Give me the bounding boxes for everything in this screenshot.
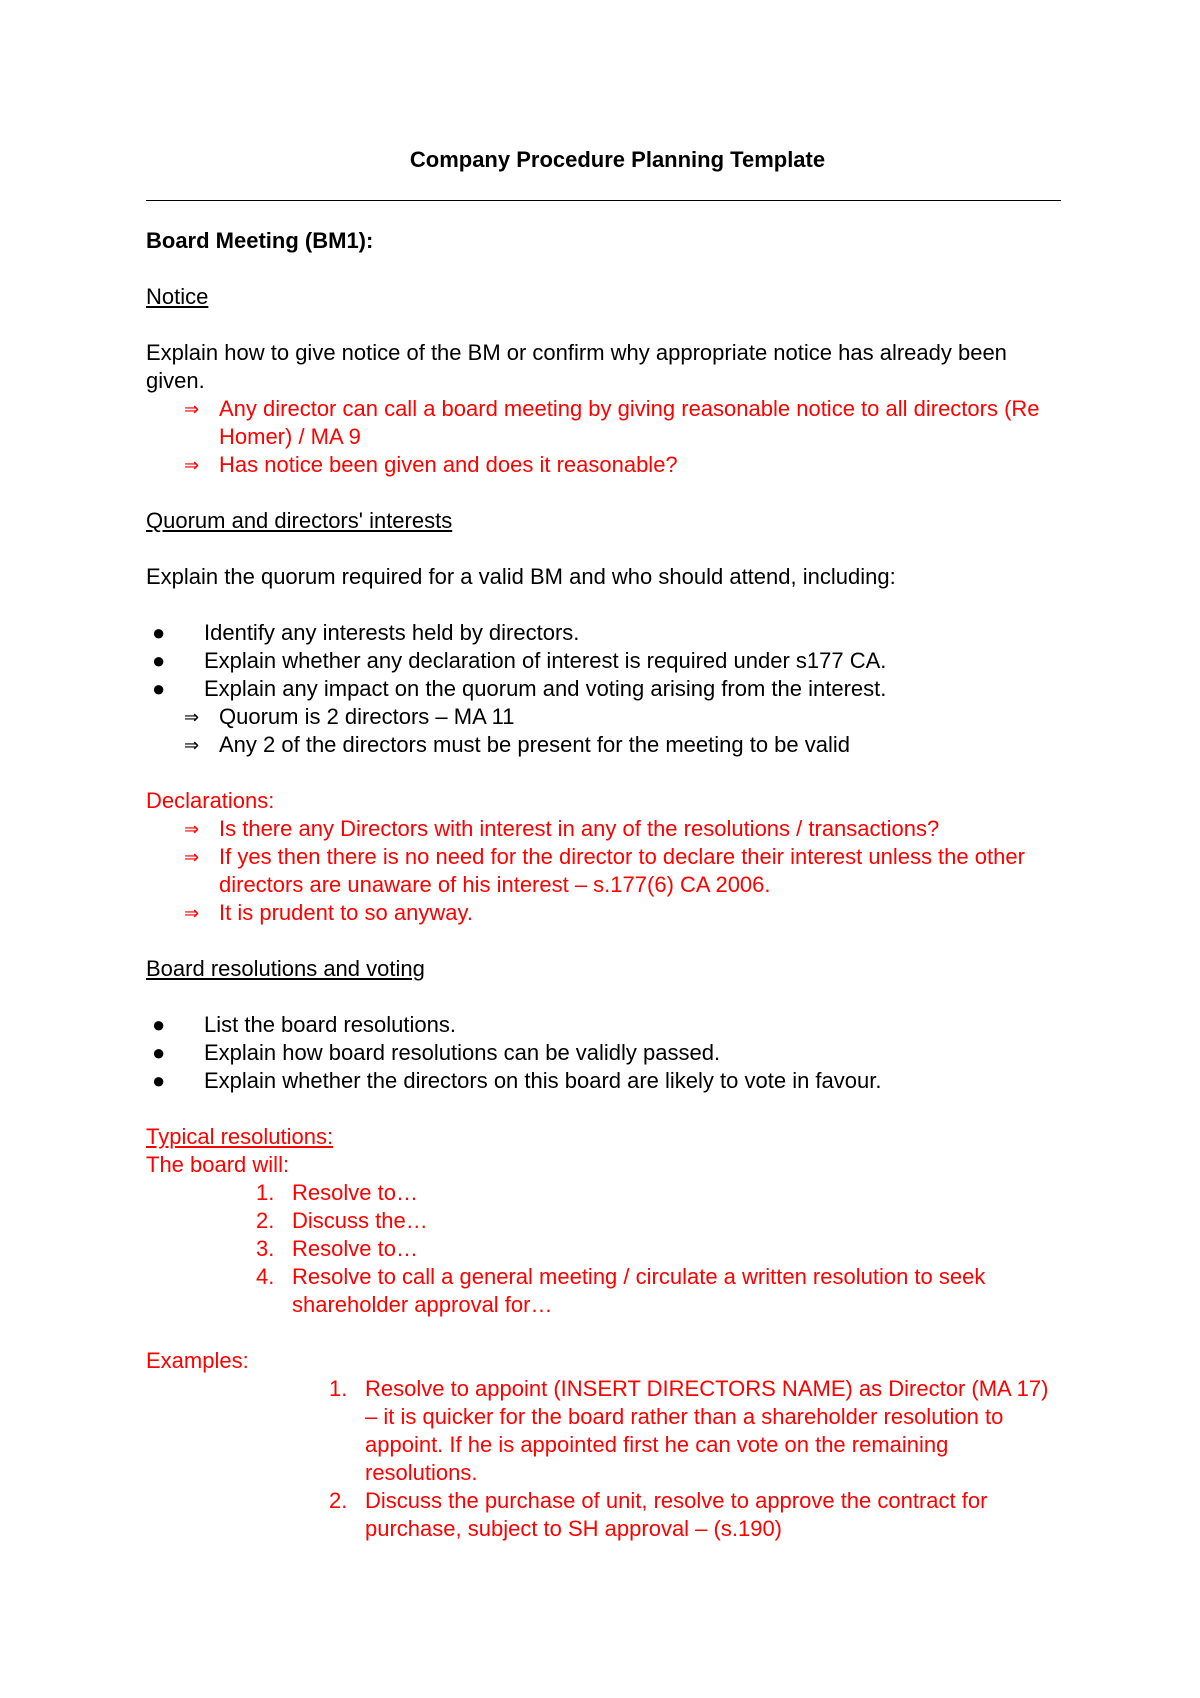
typical-resolutions-heading: Typical resolutions: bbox=[146, 1124, 334, 1149]
list-item-text: Resolve to appoint (INSERT DIRECTORS NAME) as Director (MA 17) – it is quicker for the board rather than a shareholder resolution to appoint. If he is appointed first he can vote on the remaining resolutions. bbox=[365, 1376, 1049, 1485]
list-item-text: Resolve to… bbox=[292, 1236, 418, 1261]
notice-arrow-text: Any director can call a board meeting by giving reasonable notice to all directors (Re Homer) / MA 9 bbox=[219, 396, 1040, 449]
quorum-bullet-item bbox=[146, 675, 1061, 703]
list-number: 2. bbox=[256, 1208, 275, 1233]
list-item bbox=[146, 1235, 1061, 1263]
bullet-icon: ● bbox=[152, 1012, 166, 1037]
board-resolutions-bullet-item bbox=[146, 1011, 1061, 1039]
bullet-icon: ● bbox=[152, 620, 166, 645]
quorum-bullet-text: Explain any impact on the quorum and voting arising from the interest. bbox=[204, 676, 887, 701]
list-item-text: Discuss the purchase of unit, resolve to approve the contract for purchase, subject to SH approval – (s.190) bbox=[365, 1488, 988, 1541]
page-title: Company Procedure Planning Template bbox=[409, 147, 826, 172]
bullet-icon: ● bbox=[152, 1068, 166, 1093]
list-number: 2. bbox=[329, 1488, 348, 1513]
arrow-icon: ⇒ bbox=[184, 707, 200, 727]
arrow-icon: ⇒ bbox=[184, 399, 200, 419]
arrow-icon: ⇒ bbox=[184, 455, 200, 475]
notice-arrow-item bbox=[146, 451, 1061, 479]
declarations-heading: Declarations: bbox=[146, 788, 275, 813]
board-resolutions-bullet-item bbox=[146, 1039, 1061, 1067]
declarations-arrow-item bbox=[146, 815, 1061, 843]
arrow-icon: ⇒ bbox=[184, 819, 200, 839]
declarations-arrow-text: It is prudent to so anyway. bbox=[219, 900, 473, 925]
declarations-arrow-text: Is there any Directors with interest in any of the resolutions / transactions? bbox=[219, 816, 940, 841]
arrow-icon: ⇒ bbox=[184, 735, 200, 755]
quorum-heading: Quorum and directors' interests bbox=[146, 508, 453, 533]
notice-intro: Explain how to give notice of the BM or confirm why appropriate notice has already been given. bbox=[146, 340, 1007, 393]
list-number: 4. bbox=[256, 1264, 275, 1289]
list-number: 1. bbox=[329, 1376, 348, 1401]
quorum-bullet-text: Identify any interests held by directors. bbox=[204, 620, 580, 645]
board-resolutions-bullet-item bbox=[146, 1067, 1061, 1095]
board-resolutions-bullet-text: Explain whether the directors on this board are likely to vote in favour. bbox=[204, 1068, 882, 1093]
list-item bbox=[146, 1375, 1061, 1487]
list-item bbox=[146, 1207, 1061, 1235]
quorum-arrow-text: Quorum is 2 directors – MA 11 bbox=[219, 704, 515, 729]
list-item bbox=[146, 1263, 1061, 1319]
quorum-arrow-item bbox=[146, 703, 1061, 731]
bullet-icon: ● bbox=[152, 1040, 166, 1065]
quorum-bullet-item bbox=[146, 647, 1061, 675]
quorum-intro: Explain the quorum required for a valid BM and who should attend, including: bbox=[146, 564, 896, 589]
arrow-icon: ⇒ bbox=[184, 847, 200, 867]
list-item bbox=[146, 1179, 1061, 1207]
typical-resolutions-subheading: The board will: bbox=[146, 1152, 290, 1177]
board-resolutions-bullet-text: List the board resolutions. bbox=[204, 1012, 456, 1037]
title-divider bbox=[146, 200, 1061, 201]
notice-arrow-item bbox=[146, 395, 1061, 451]
list-item-text: Discuss the… bbox=[292, 1208, 428, 1233]
bullet-icon: ● bbox=[152, 648, 166, 673]
list-item-text: Resolve to call a general meeting / circulate a written resolution to seek shareholder approval for… bbox=[292, 1264, 986, 1317]
declarations-arrow-text: If yes then there is no need for the director to declare their interest unless the other directors are unaware of his interest – s.177(6) CA 2006. bbox=[219, 844, 1025, 897]
declarations-arrow-item bbox=[146, 843, 1061, 899]
list-item bbox=[146, 1487, 1061, 1543]
examples-heading: Examples: bbox=[146, 1348, 249, 1373]
notice-arrow-text: Has notice been given and does it reasonable? bbox=[219, 452, 678, 477]
quorum-bullet-item bbox=[146, 619, 1061, 647]
typical-resolutions-list bbox=[146, 1179, 1061, 1319]
bullet-icon: ● bbox=[152, 676, 166, 701]
examples-list bbox=[146, 1375, 1061, 1543]
quorum-bullet-text: Explain whether any declaration of interest is required under s177 CA. bbox=[204, 648, 887, 673]
document-content bbox=[146, 146, 1061, 1543]
list-item-text: Resolve to… bbox=[292, 1180, 418, 1205]
arrow-icon: ⇒ bbox=[184, 903, 200, 923]
list-number: 1. bbox=[256, 1180, 275, 1205]
section-heading: Board Meeting (BM1): bbox=[146, 228, 374, 253]
board-resolutions-bullet-text: Explain how board resolutions can be validly passed. bbox=[204, 1040, 721, 1065]
board-resolutions-heading: Board resolutions and voting bbox=[146, 956, 425, 981]
quorum-arrow-text: Any 2 of the directors must be present for the meeting to be valid bbox=[219, 732, 851, 757]
notice-heading: Notice bbox=[146, 284, 209, 309]
quorum-arrow-item bbox=[146, 731, 1061, 759]
list-number: 3. bbox=[256, 1236, 275, 1261]
declarations-arrow-item bbox=[146, 899, 1061, 927]
